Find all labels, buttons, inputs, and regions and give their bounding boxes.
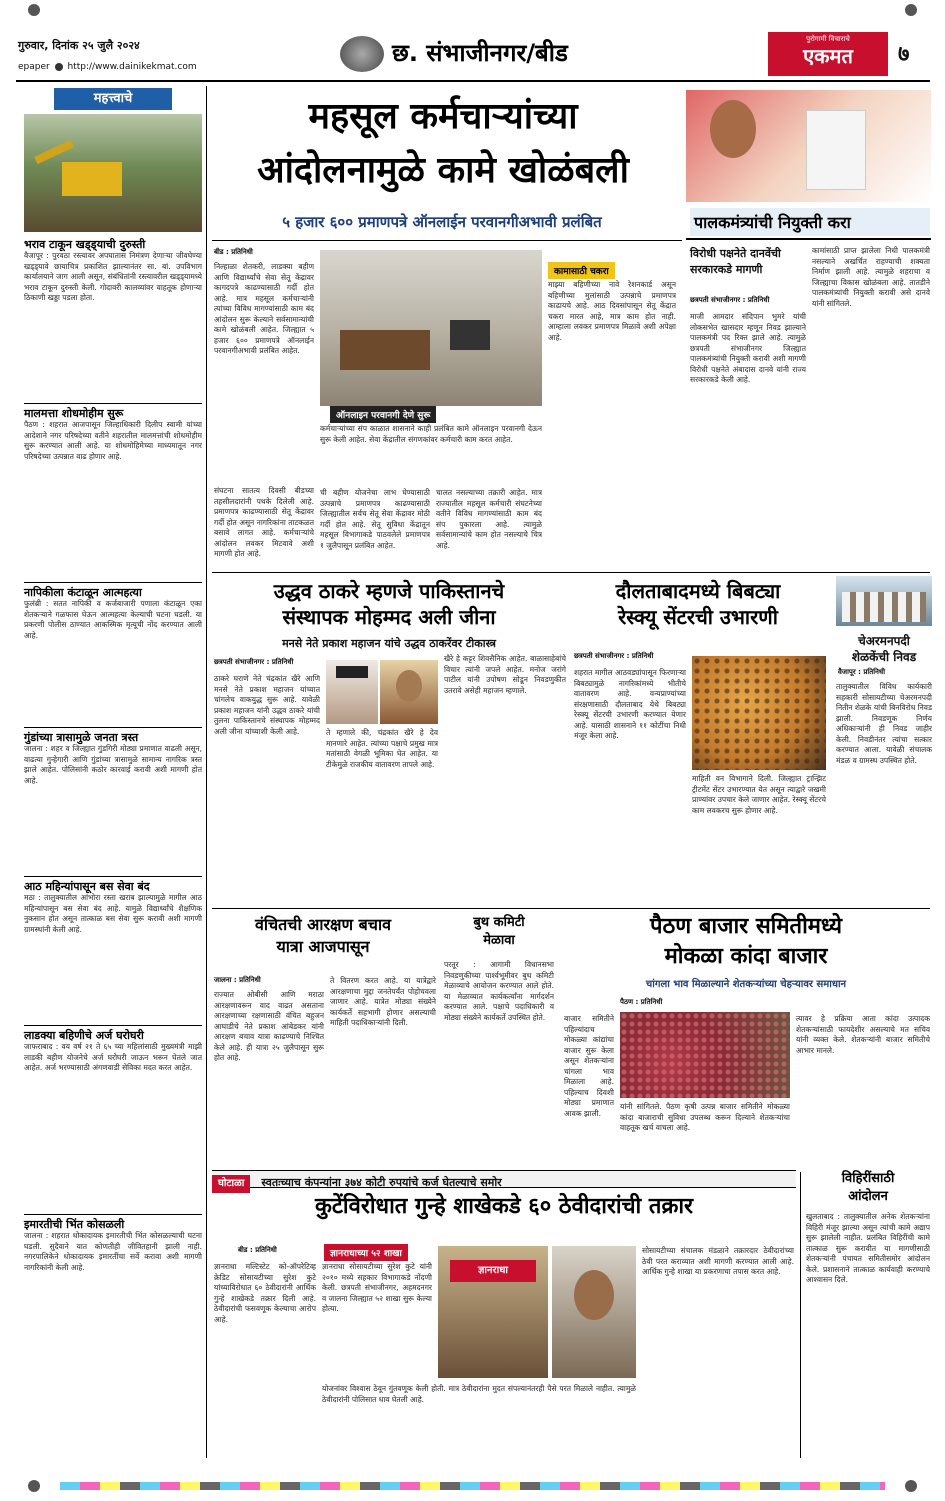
globe-icon <box>55 63 63 71</box>
uddhav-photo-right <box>380 660 438 724</box>
office-monitor <box>450 320 490 350</box>
sidebar-story-title: गुंडांच्या त्रासामुळे जनता त्रस्त <box>24 731 139 744</box>
office-photo <box>320 250 542 406</box>
paithan-subhead: चांगला भाव मिळाल्याने शेतकऱ्यांच्या चेहऱ्यावर समाधान <box>645 979 847 990</box>
paithan-headline-1: पैठण बाजार समितीमध्ये <box>650 914 842 939</box>
sidebar-story-text: फुलंब्री : सतत नापिकी व कर्जबाजारी पणाला कंटाळून एका शेतकऱ्याने गळफास घेऊन आत्महत्या केल्याची घटना घडली. या प्रकरणी पोलीस ठाण्यात आकस्मिक मृत्यूची नोंद करण्यात आली आहे. <box>24 599 202 640</box>
lead-column-1: निल्हाळा शेतकरी, लाडक्या बहीण आणि विद्यार्थ्यांचे सेवा सेतू केंद्रावर कागदपत्रे काढण्यासाठी गर्दी होत आहे. मात्र महसूल कर्मचाऱ्यांनी त्यांच्या विविध मागण्यांसाठी काम बंद आंदोलन सुरू केल्याने सर्वसामान्यांची कामे खोळंबली आहेत. जिल्ह्यात ५ हजार ६०० प्रमाणपत्रे ऑनलाईन परवानगीअभावी प्रलंबित आहेत. <box>214 262 314 355</box>
vihir-text: खुलताबाद : तालुक्यातील अनेक शेतकऱ्यांना विहिरी मंजूर झाल्या असून त्यांची कामे अद्याप सुरू झालेली नाहीत. प्रलंबित विहिरींची कामे तात्काळ सुरू करावीत या मागणीसाठी शेतकऱ्यांनी पंचायत समितीसमोर आंदोलन केले. प्रशासनाने तात्काळ कार्यवाही करण्याचे आश्वासन दिले. <box>806 1212 930 1284</box>
uddhav-column-3: खैरे हे कट्टर शिवसैनिक आहेत. बाळासाहेबांचे विचार त्यांनी जपले आहेत. मनोज जरांगे पाटील यांनी उपोषण सोडून निवडणुकीत उतरावे असेही महाजन म्हणाले. <box>444 654 566 695</box>
ghotala-column-4: सोसायटीच्या संचालक मंडळाने तक्रारदार ठेवीदारांच्या ठेवी परत कराव्यात अशी मागणी करण्यात आली आहे. आर्थिक गुन्हे शाखा या प्रकरणाचा तपास करत आहे. <box>642 1246 794 1276</box>
vanchit-headline-2: यात्रा आजपासून <box>276 937 370 956</box>
sidebar-story-title: नापिकीला कंटाळून आत्महत्या <box>24 586 142 599</box>
sidebar-story-title: लाडक्या बहिणीचे अर्ज घरोघरी <box>24 1029 144 1042</box>
uddhav-column-1: ठाकरे घराणे नेते चंद्रकांत खैरे आणि मनसे नेते प्रकाश महाजन यांच्यात चांगलेच वाकयुद्ध सुरू आहे. यावेळी प्रकाश महाजन यांनी उद्धव ठाकरे यांची तुलना पाकिस्तानचे संस्थापक मोहम्मद अली जीना यांच्याशी केली आहे. <box>214 674 320 736</box>
sidebar-story <box>24 238 202 401</box>
chairman-headline-1: चेअरमनपदी <box>858 634 910 648</box>
ghotala-tag: घोटाळा <box>212 1175 250 1193</box>
kamasathi-text: माझ्या बहिणीच्या नावे रेशनकार्ड असून बहिणीच्या मुलांसाठी उत्पन्नाचे प्रमाणपत्र काढायचे आहे. आठ दिवसांपासून सेतू केंद्रात चकरा मारत आहे, मात्र काम होत नाही. आम्हाला लवकर प्रमाणपत्र मिळावे अशी अपेक्षा आहे. <box>548 280 676 342</box>
leopard-spots <box>692 656 826 770</box>
jcb-photo <box>24 114 202 232</box>
lead-headline-2: आंदोलनामुळे कामे खोळंबली <box>257 150 629 191</box>
lead-column-2: संघटना सातत्य दिवसी बीडच्या तहसीलदारांनी पथके दिलेली आहे. प्रमाणपत्र काढण्यासाठी सेतू केंद्रावर गर्दी होत असून नागरिकांना ताटकळत बसावे लागत आहे. कर्मचाऱ्यांचे आंदोलन लवकर मिटवावे अशी मागणी होत आहे. <box>214 486 314 558</box>
ghotala-strip <box>212 1170 796 1188</box>
palak-column-1: माजी आमदार संदिपान भुमरे यांची लोकसभेत खासदार म्हणून निवड झाल्याने पालकमंत्री पद रिक्त झाले आहे. त्यामुळे छत्रपती संभाजीनगर जिल्ह्यात पालकमंत्र्यांची नियुक्ती करावी अशी मागणी विरोधी पक्षनेते अंबादास दानवे यांनी राज्य सरकारकडे केली आहे. <box>690 312 806 384</box>
registration-mark <box>28 4 40 16</box>
registration-mark <box>28 1480 40 1492</box>
sidebar-story <box>24 876 202 1023</box>
masthead-brand: एकमत <box>803 44 853 68</box>
uddhav-headline-2: संस्थापक मोहम्मद अली जीना <box>282 605 496 629</box>
onion-texture <box>620 1012 790 1098</box>
sidebar-story-text: मठा : तालुक्यातील आंभोरा रस्ता खराब झाल्यामुळे मागील आठ महिन्यांपासून बस सेवा बंद आहे. यामुळे विद्यार्थ्यांचे शैक्षणिक नुकसान होत असून तात्काळ बस सेवा सुरू करावी अशी मागणी ग्रामस्थांनी केली आहे. <box>24 893 202 934</box>
sidebar-story-text: जालना : शहरात धोकादायक इमारतीची भिंत कोसळल्याची घटना घडली. सुदैवाने यात कोणतीही जीवितहानी झाली नाही. नगरपालिकेने धोकादायक इमारतींचा सर्वे करावा अशी मागणी नागरिकांनी केली आहे. <box>24 1231 202 1272</box>
vihir-headline-1: विहिरींसाठी <box>841 1171 895 1186</box>
ghotala-strip-text: स्वतःच्याच कंपन्यांना ३७४ कोटी रुपयांचे कर्ज घेतल्याचे समोर <box>261 1176 502 1189</box>
jcb-arm <box>34 140 74 164</box>
daulatabad-column-2: माहिती वन विभागाने दिली. जिल्ह्यात ट्रान्झिट ट्रीटमेंट सेंटर उभारण्यात येत असून त्याद्वारे जखमी प्राण्यांवर उपचार केले जाणार आहेत. रेस्क्यू सेंटरचे काम लवकरच सुरू होणार आहे. <box>692 774 826 815</box>
jcb-vehicle <box>62 162 122 196</box>
group-people <box>842 592 926 622</box>
leopard-photo <box>692 656 826 770</box>
section-rule <box>212 908 930 909</box>
epaper-url[interactable]: http://www.dainikekmat.com <box>67 62 197 72</box>
office-desk <box>340 330 430 370</box>
lead-column-4: चालत नसल्याच्या तक्रारी आहेत. मात्र राज्यातील महसूल कर्मचारी संघटनेच्या वतीने विविध मागण्यांसाठी काम बंद संप पुकारला आहे. त्यामुळे सर्वसामान्यांचे काम होत नसल्याचे चित्र आहे. <box>436 488 542 550</box>
paithan-column-3: त्यावर हे प्रक्रिया आता कांदा उत्पादक शेतकऱ्यांसाठी फायदेशीर असल्याचे मत सचिव यांनी व्यक्त केले. शेतकऱ्यांनी बाजार समितीचे आभार मानले. <box>796 1014 930 1055</box>
daulatabad-headline-2: रेस्क्यू सेंटरची उभारणी <box>618 605 778 629</box>
lead-subhead: ५ हजार ६०० प्रमाणपत्रे ऑनलाईन परवानगीअभावी प्रलंबित <box>282 213 602 231</box>
booth-text: परतूर : आगामी विधानसभा निवडणुकीच्या पार्श्वभूमीवर बुथ कमिटी मेळाव्याचे आयोजन करण्यात आले होते. या मेळाव्यात कार्यकर्त्यांना मार्गदर्शन करण्यात आले. पक्षाचे पदाधिकारी व मोठ्या संख्येने कार्यकर्ते उपस्थित होते. <box>444 960 554 1022</box>
ghotala-headline: कुटेंविरोधात गुन्हे शाखेकडे ६० ठेवीदारांची तक्रार <box>314 1194 694 1219</box>
ghotala-badge: ज्ञानराधाच्या ५२ शाखा <box>324 1244 408 1261</box>
chairman-text: तालुक्यातील विविध कार्यकारी सहकारी सोसायटीच्या चेअरमनपदी नितीन शेळके यांची बिनविरोध निवड झाली. निवडणूक निर्णय अधिकाऱ्यांनी ही निवड जाहीर केली. निवडीनंतर त्यांचा सत्कार करण्यात आला. यावेळी संचालक मंडळ व ग्रामस्थ उपस्थित होते. <box>836 682 932 765</box>
uddhav-column-2: ते म्हणाले की, चंद्रकांत खैरे हे देव मानणारे आहेत. त्यांच्या पक्षाचे प्रमुख मात्र मतांसाठी वेगळी भूमिका घेत आहेत. या टीकेमुळे राजकीय वातावरण तापले आहे. <box>326 728 438 769</box>
uddhav-byline: छत्रपती संभाजीनगर : प्रतिनिधी <box>214 658 294 666</box>
person-face <box>574 1270 614 1320</box>
epaper-label: epaper <box>18 62 50 72</box>
masthead-logo <box>768 32 888 76</box>
politician-photo <box>686 90 931 202</box>
vihir-headline-2: आंदोलन <box>848 1189 888 1204</box>
sidebar-story <box>24 727 202 874</box>
lead-byline: बीड : प्रतिनिधी <box>214 248 253 256</box>
sidebar-story-title: इमारतीची भिंत कोसळली <box>24 1218 125 1231</box>
sidebar-story <box>24 582 202 725</box>
person-cap <box>336 666 368 678</box>
sidebar-story-title: आठ महिन्यांपासून बस सेवा बंद <box>24 880 150 893</box>
daulatabad-headline-1: दौलताबादमध्ये बिबट्या <box>615 579 781 603</box>
sidebar-section-label: महत्त्वाचे <box>54 88 172 110</box>
politician-face <box>710 100 756 158</box>
registration-mark <box>905 4 917 16</box>
lead-rule <box>212 240 682 241</box>
chairman-headline-2: शेळकेंची निवड <box>851 650 917 664</box>
online-permission-badge: ऑनलाइन परवानगी देणे सुरू <box>330 406 436 423</box>
gyanradha-sign-text: ज्ञानराधा <box>478 1265 508 1276</box>
booth-headline-1: बुथ कमिटी <box>473 915 525 930</box>
daulatabad-byline: छत्रपती संभाजीनगर : प्रतिनिधी <box>574 652 654 660</box>
gyanradha-sign <box>450 1260 536 1282</box>
palak-subhead-1: विरोधी पक्षनेते दानवेंची <box>690 247 781 260</box>
epaper-line <box>18 62 197 72</box>
page-number: ७ <box>898 42 910 67</box>
kamasathi-badge: कामासाठी चकरा <box>548 262 615 279</box>
sidebar-story-title: मालमत्ता शोधमोहीम सुरू <box>24 407 124 420</box>
sidebar-story <box>24 1025 202 1212</box>
paithan-headline-2: मोकळा कांदा बाजार <box>664 944 828 969</box>
paithan-column-2: यांनी सांगितले. पैठण कृषी उत्पन्न बाजार समितीने मोकळ्या कांदा बाजाराची सुविधा उपलब्ध करून दिल्याने शेतकऱ्यांचा वाहतूक खर्च वाचला आहे. <box>620 1102 790 1132</box>
masthead-date: गुरुवार, दिनांक २५ जुलै २०२४ <box>18 39 140 52</box>
sidebar-story-title: भराव टाकून खड्ड्याची दुरुस्ती <box>24 238 146 251</box>
ghotala-column-2: ज्ञानराधा सोसायटीच्या सुरेश कुटे यांनी २०१० मध्ये सहकार विभागाकडे नोंदणी केली. छत्रपती संभाजीनगर, अहमदनगर व जालना जिल्ह्यात ५२ शाखा सुरू केल्या होत्या. <box>322 1262 432 1313</box>
politician-speaker <box>806 110 866 190</box>
gyanradha-sign-photo <box>438 1246 548 1378</box>
chairman-byline: वैजापूर : प्रतिनिधी <box>838 668 886 676</box>
sidebar-story-text: वैजापूर : पुरवठा रस्त्यावर अपघातास निमंत्रण देणाऱ्या जीवघेण्या खड्ड्यावे छायाचित्र प्रकाशित झाल्यानंतर सा. बां. उपविभाग कार्यालयाने जाग आली असून, संबंधितांनी रस्त्यावरील खड्ड्यामध्ये भराव टाकून दुरुस्ती केली. गोदावरी कालव्यांवर वाहतूक होणाऱ्या ठिकाणी खड्डा पडला होता. <box>24 251 202 302</box>
vanchit-column-1: राज्यात ओबीसी आणि मराठा आरक्षणावरून वाद वाढत असताना आरक्षणाच्या रक्षणासाठी वंचित बहुजन आघाडीचे नेते प्रकाश आंबेडकर यांनी आरक्षण बचाव यात्रा काढण्याचे निश्चित केले आहे. ही यात्रा २५ जुलैपासून सुरू होत आहे. <box>214 990 324 1062</box>
sidebar-story-text: पैठण : शहरात आजपासून जिल्हाधिकारी दिलीप स्वामी यांच्या आदेशाने नगर परिषदेच्या वतीने शहरातील मालमत्तांची शोधमोहीम सुरू करण्यात आली आहे. या शोधमोहिमेच्या माध्यमातून नगर परिषदेच्या उत्पन्नात वाढ होणार आहे. <box>24 420 202 461</box>
vanchit-headline-1: वंचितची आरक्षण बचाव <box>254 915 392 934</box>
daulatabad-column-1: शहरात मागील आठवड्यांपासून फिरणाऱ्या बिबट्यामुळे नागरिकांमध्ये भीतीचे वातावरण आहे. वन्यप्राण्यांच्या संरक्षणासाठी दौलताबाद येथे बिबट्या रेस्क्यू सेंटरची उभारणी करण्यात येणार आहे. यासाठी शासनाने ११ कोटींचा निधी मंजूर केला आहे. <box>574 668 686 740</box>
chairman-photo <box>836 576 932 626</box>
suresh-kute-photo <box>552 1246 636 1378</box>
emblem-icon <box>340 36 384 72</box>
sidebar-divider <box>206 86 207 1458</box>
palak-headline: पालकमंत्र्यांची नियुक्ती करा <box>690 208 930 236</box>
vihir-rule <box>800 1172 801 1458</box>
uddhav-photo-left <box>326 660 378 724</box>
booth-headline-2: मेळावा <box>483 933 515 948</box>
sidebar <box>24 86 202 1458</box>
sidebar-story-text: जालना : शहर व जिल्ह्यात गुंडगिरी मोठ्या प्रमाणात वाढली असून, वाढत्या गुन्हेगारी आणि गुंडांच्या त्रासामुळे सामान्य नागरिक त्रस्त झाले आहेत. पोलिसांनी कठोर कारवाई करावी अशी मागणी होत आहे. <box>24 744 202 785</box>
masthead-rule <box>16 80 930 82</box>
edition-title: छ. संभाजीनगर/बीड <box>392 39 568 67</box>
palak-subhead-2: सरकारकडे मागणी <box>690 263 763 276</box>
ghotala-byline: बीड : प्रतिनिधी <box>238 1246 277 1254</box>
color-register-bar <box>60 1482 885 1490</box>
paithan-byline: पैठण : प्रतिनिधी <box>620 998 663 1006</box>
sidebar-story-text: जाफराबाद : वय वर्ष २१ ते ६५ च्या महिलांसाठी मुख्यमंत्री माझी लाडकी बहीण योजनेचे अर्ज घरोघरी जाऊन भरून घेतले जात आहेत. अर्ज भरण्यासाठी अंगणवाडी सेविका मदत करत आहेत. <box>24 1042 202 1072</box>
ghotala-column-1: ज्ञानराधा मल्टिस्टेट को-ऑपरेटिव्ह क्रेडिट सोसायटीच्या सुरेश कुटे यांच्याविरोधात ६० ठेवीदारांनी आर्थिक गुन्हे शाखेकडे तक्रार दिली आहे. ठेवीदारांची फसवणूक केल्याचा आरोप आहे. <box>214 1262 316 1324</box>
palak-column-2: कामांसाठी प्राप्त झालेला निधी पालकमंत्री नसल्याने अखर्चित राहण्याची शक्यता निर्माण झाली आहे. त्यामुळे शहराचा व जिल्ह्याचा विकास खोळंबला आहे. तातडीने पालकमंत्र्यांची नियुक्ती करावी असे दानवे यांनी सांगितले. <box>812 246 930 308</box>
office-photo-caption: कर्मचाऱ्यांच्या संप काळात शासनाने काही प्रलंबित कामे ऑनलाइन परवानगी देऊन सुरू केली आहेत. सेवा केंद्रातील संगणकांवर कर्मचारी काम करत आहेत. <box>320 424 542 444</box>
onion-photo <box>620 1012 790 1098</box>
masthead <box>0 0 945 84</box>
paithan-column-1: बाजार समितीने पहिल्यांदाच मोकळ्या कांद्यांचा बाजार सुरू केला असून शेतकऱ्यांना चांगला भाव मिळाला आहे. पहिल्याच दिवशी मोठ्या प्रमाणात आवक झाली. <box>564 1014 614 1118</box>
registration-mark <box>905 1480 917 1492</box>
sidebar-story <box>24 403 202 580</box>
section-rule <box>212 572 930 573</box>
palak-byline: छत्रपती संभाजीनगर : प्रतिनिधी <box>690 296 770 304</box>
vanchit-byline: जालना : प्रतिनिधी <box>214 976 261 984</box>
masthead-tagline: पुरोगामी विचाराचे <box>806 35 850 43</box>
person-face <box>396 670 422 702</box>
palak-rule <box>686 238 931 240</box>
uddhav-headline-1: उद्धव ठाकरे म्हणजे पाकिस्तानचे <box>273 579 505 603</box>
lead-column-3: ची बहीण योजनेचा लाभ घेण्यासाठी उत्पन्नाचे प्रमाणपत्र काढण्यासाठी जिल्ह्यातील सर्वच सेतू सेवा केंद्रावर मोठी गर्दी होत आहे. सेतू सुविधा केंद्रातून महसूल विभागाकडे पाठवलेले प्रमाणपत्र १ जुलैपासून प्रलंबित आहेत. <box>320 488 430 550</box>
ghotala-column-3: योजनांवर विश्वास ठेवून गुंतवणूक केली होती. मात्र ठेवीदारांना मुदत संपल्यानंतरही पैसे परत मिळाले नाहीत. त्यामुळे ठेवीदारांनी पोलिसात धाव घेतली आहे. <box>322 1384 636 1404</box>
lead-headline-1: महसूल कर्मचाऱ्यांच्या <box>308 96 578 137</box>
uddhav-subhead: मनसे नेते प्रकाश महाजन यांचे उद्धव ठाकरेंवर टीकास्त्र <box>282 637 496 650</box>
sidebar-story <box>24 1214 202 1381</box>
vanchit-column-2: ते वितरण करत आहे. या यात्रेद्वारे आरक्षणाचा मुद्दा जनतेपर्यंत पोहोचवला जाणार आहे. यात्रेत मोठ्या संख्येने कार्यकर्ते सहभागी होणार असल्याची माहिती पदाधिकाऱ्यांनी दिली. <box>330 976 436 1027</box>
